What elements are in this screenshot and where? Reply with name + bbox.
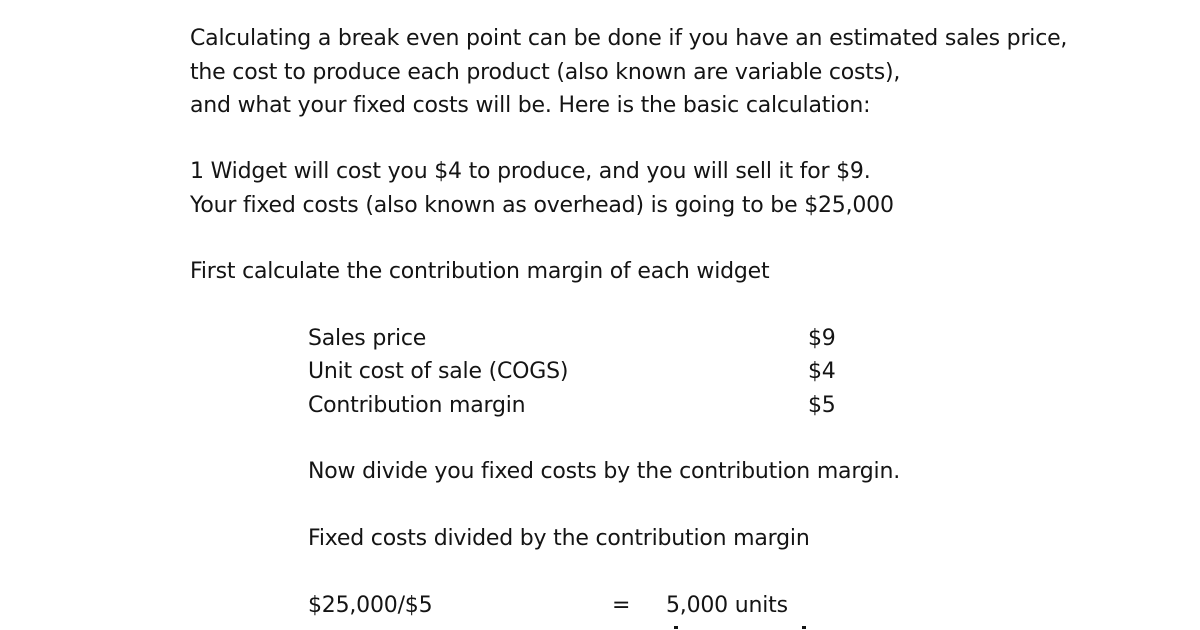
margin-row-label: Unit cost of sale (COGS)	[308, 359, 569, 384]
margin-row-value: $9	[808, 326, 836, 351]
cropped-next-line	[668, 626, 818, 630]
step1-heading: First calculate the contribution margin of each widget	[190, 259, 770, 284]
intro-line-3: and what your fixed costs will be. Here is the basic calculation:	[190, 93, 871, 118]
example-line-2: Your fixed costs (also known as overhead) is going to be $25,000	[190, 193, 894, 218]
calculation-expression: $25,000/$5	[308, 593, 433, 618]
margin-row-label: Contribution margin	[308, 393, 526, 418]
step2-instruction: Now divide you fixed costs by the contribution margin.	[308, 459, 900, 484]
intro-line-1: Calculating a break even point can be done if you have an estimated sales price,	[190, 26, 1068, 51]
intro-line-2: the cost to produce each product (also known are variable costs),	[190, 60, 901, 85]
margin-row-value: $5	[808, 393, 836, 418]
margin-row-label: Sales price	[308, 326, 427, 351]
example-line-1: 1 Widget will cost you $4 to produce, and you will sell it for $9.	[190, 159, 871, 184]
equals-sign: =	[612, 593, 631, 618]
margin-row-value: $4	[808, 359, 836, 384]
calculation-result: 5,000 units	[666, 593, 788, 618]
step2-subheading: Fixed costs divided by the contribution margin	[308, 526, 810, 551]
